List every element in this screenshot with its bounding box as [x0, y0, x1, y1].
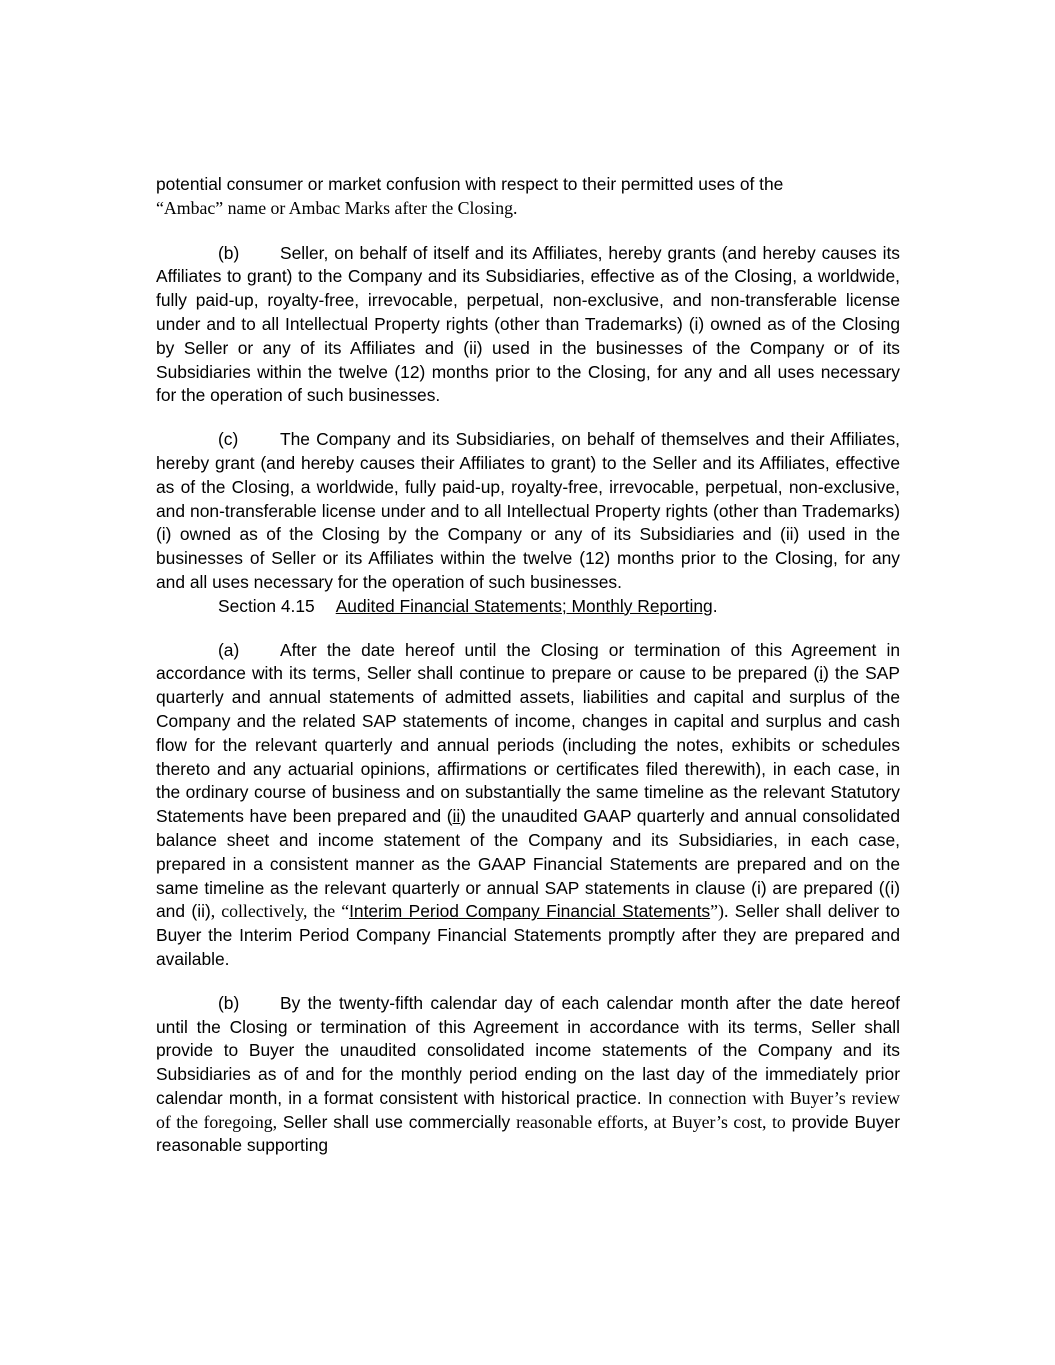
paragraph-c-license-grant [156, 428, 900, 595]
paragraph-text-part-5: provide Buyer reasonable supporting [156, 1111, 900, 1156]
paragraph-text-part-4: , collectively, the “ [210, 901, 350, 922]
paragraph-a-financial-statements [156, 639, 900, 972]
paragraph-label: (b) [218, 992, 240, 1013]
roman-numeral-ii: ii [452, 806, 461, 827]
paragraph-text: Seller, on behalf of itself and its Affiliates, hereby grants (and hereby causes its Affiliates to grant) to the Company and its Subsidiaries, effective as of the Closing, a worldwide, fully paid-up, royalty-free, irrevocable, perpetual, non-exclusive, and non-transferable license under and to all Intellectual Property rights (other than Trademarks) (i) owned as of the Closing by Seller or any of its Affiliates and (ii) used in the businesses of the Company or of its Subsidiaries within the twelve (12) months prior to the Closing, for any and all uses necessary for the operation of such businesses. [156, 242, 900, 406]
intro-paragraph [156, 173, 900, 221]
paragraph-b-license-grant [156, 242, 900, 409]
intro-line-1: potential consumer or market confusion with respect to their permitted uses of the [156, 174, 784, 194]
paragraph-b-monthly-reporting [156, 992, 900, 1159]
section-number: Section 4.15 [218, 595, 315, 616]
paragraph-text-part-5: ”). [710, 901, 729, 922]
roman-numeral-i: i [819, 663, 824, 684]
paragraph-text-part-1: By the twenty-fifth calendar day of each calendar month after the date hereof until the Closing or termination of this Agreement in accordance with its terms, Seller shall provide to Buyer the unaudited consolidated income statements of the Company and its Subsidiaries as of and for the monthly period ending on the last day of the immediately prior calendar month, in a format consistent with historical practice. In [156, 992, 900, 1108]
paragraph-text-part-4: reasonable efforts, at Buyer’s cost, to [516, 1111, 786, 1132]
paragraph-label: (a) [218, 639, 240, 660]
section-title: Audited Financial Statements; Monthly Reporting [335, 595, 713, 616]
paragraph-label: (c) [218, 429, 239, 450]
paragraph-label: (b) [218, 242, 240, 263]
defined-term: Interim Period Company Financial Statements [349, 901, 711, 922]
paragraph-text-part-2: connection with Buyer’s review of the foregoing, [156, 1087, 900, 1132]
paragraph-text-part-6: Seller shall deliver to Buyer the Interim Period Company Financial Statements promptly after they are prepared and available. [156, 901, 900, 969]
paragraph-text-part-2: ) the SAP quarterly and annual statements of admitted assets, liabilities and capital and surplus of the Company and the related SAP statements of income, changes in capital and surplus and cash flow for the relevant quarterly and annual periods (including the notes, exhibits or schedules thereto and any actuarial opinions, affirmations or certificates filed therewith), in each case, in the ordinary course of business and on substantially the same timeline as the relevant Statutory Statements have been prepared and ( [156, 663, 900, 827]
section-heading [156, 595, 900, 619]
paragraph-text-part-3: ) the unaudited GAAP quarterly and annual consolidated balance sheet and income statement of the Company and its Subsidiaries, in each case, prepared in a consistent manner as the GAAP Financial Statements are prepared and on the same timeline as the relevant quarterly or annual SAP statements in clause (i) are prepared ((i) and (ii) [156, 806, 900, 922]
section-title-period: . [712, 595, 718, 616]
document-page [156, 173, 900, 1158]
paragraph-text-part-1: After the date hereof until the Closing or termination of this Agreement in accordance with its terms, Seller shall continue to prepare or cause to be prepared ( [156, 639, 900, 684]
intro-line-2: “Ambac” name or Ambac Marks after the Closing. [156, 197, 518, 218]
paragraph-text-part-3: Seller shall use commercially [277, 1111, 511, 1132]
paragraph-text: The Company and its Subsidiaries, on behalf of themselves and their Affiliates, hereby grant (and hereby causes their Affiliates to grant) to the Seller and its Affiliates, effective as of the Closing, a worldwide, fully paid-up, royalty-free, irrevocable, perpetual, non-exclusive, and non-transferable license under and to all Intellectual Property rights (other than Trademarks) (i) owned as of the Closing by the Company or any of its Subsidiaries and (ii) used in the businesses of Seller or its Affiliates within the twelve (12) months prior to the Closing, for any and all uses necessary for the operation of such businesses. [156, 429, 900, 592]
